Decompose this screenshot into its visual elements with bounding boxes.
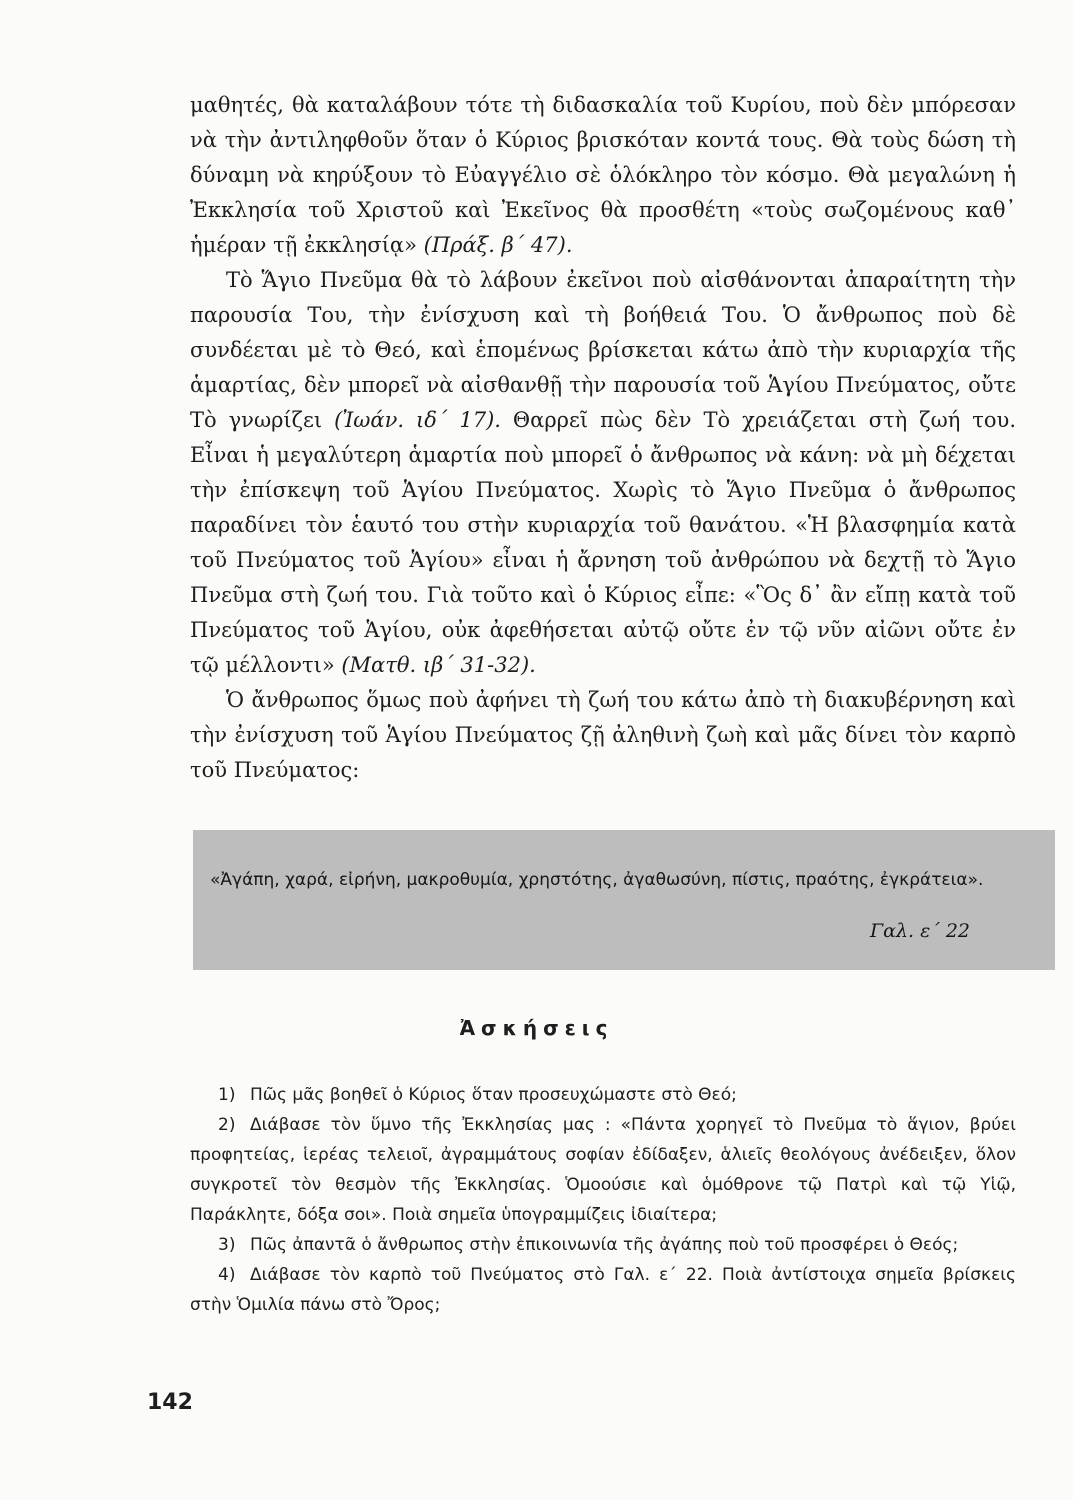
exercise-text: Διάβασε τὸν ὕμνο τῆς Ἐκκλησίας μας : «Πάντα χορηγεῖ τὸ Πνεῦμα τὸ ἅγιον, βρύει προφητείας, ἱερέας τελειοῖ, ἀγραμμάτους σοφίαν ἐδίδαξεν, ἁλιεῖς θεολόγους ἀνέδειξεν, ὅλον συγκροτεῖ τὸν θεσμὸν τῆς Ἐκκλησίας. Ὁμοούσιε καὶ ὁμόθρονε τῷ Πατρὶ καὶ τῷ Υἱῷ, Παράκλητε, δόξα σοι». Ποιὰ σημεῖα ὑπογραμμίζεις ἰδιαίτερα; <box>190 1115 1016 1225</box>
paragraph-2-reference-2: (Ματθ. ιβ΄ 31-32). <box>334 653 536 677</box>
exercises-title: Ἀσκήσεις <box>459 1016 614 1040</box>
exercise-item <box>190 1080 1016 1110</box>
page-number: 142 <box>147 1390 193 1415</box>
paragraph-1-text: μαθητές, θὰ καταλάβουν τότε τὴ διδασκαλία τοῦ Κυρίου, ποὺ δὲν μπόρεσαν νὰ τὴν ἀντιληφθοῦν ὅταν ὁ Κύριος βρισκόταν κοντά τους. Θὰ τοὺς δώση τὴ δύναμη νὰ κηρύξουν τὸ Εὐαγγέλιο σὲ ὁλόκληρο τὸν κόσμο. Θὰ μεγαλώνη ἡ Ἐκκλησία τοῦ Χριστοῦ καὶ Ἐκεῖνος θὰ προσθέτη «τοὺς σωζομένους καθ᾿ ἡμέραν τῇ ἐκκλησίᾳ» <box>190 93 1016 257</box>
exercises-list <box>190 1080 1016 1320</box>
paragraph-2-text: Τὸ Ἅγιο Πνεῦμα θὰ τὸ λάβουν ἐκεῖνοι ποὺ αἰσθάνονται ἀπαραίτητη τὴν παρουσία Του, τὴν ἐνίσχυση καὶ τὴ βοήθειά Του. Ὁ ἄνθρωπος ποὺ δὲ συνδέεται μὲ τὸ Θεό, καὶ ἑπομένως βρίσκεται κάτω ἀπὸ τὴν κυριαρχία τῆς ἁμαρτίας, δὲν μπορεῖ νὰ αἰσθανθῇ τὴν παρουσία τοῦ Ἁγίου Πνεύματος, οὔτε Τὸ γνωρίζει <box>190 268 1016 432</box>
exercise-item <box>190 1260 1016 1320</box>
paragraph-1-reference: (Πράξ. β΄ 47). <box>416 233 573 257</box>
quote-background <box>193 830 1055 970</box>
paragraph-3-text: Ὁ ἄνθρωπος ὅμως ποὺ ἀφήνει τὴ ζωή του κάτω ἀπὸ τὴ διακυβέρνηση καὶ τὴν ἐνίσχυση τοῦ Ἁγίου Πνεύματος ζῇ ἀληθινὴ ζωὴ καὶ μᾶς δίνει τὸν καρπὸ τοῦ Πνεύματος: <box>190 688 1016 782</box>
paragraph-3 <box>190 683 1016 788</box>
paragraph-2-reference: (Ἰωάν. ιδ΄ 17). <box>322 408 501 432</box>
exercise-item <box>190 1110 1016 1230</box>
exercise-text: Πῶς ἀπαντᾶ ὁ ἄνθρωπος στὴν ἐπικοινωνία τῆς ἀγάπης ποὺ τοῦ προσφέρει ὁ Θεός; <box>250 1235 959 1255</box>
quote-text: «Ἀγάπη, χαρά, εἰρήνη, μακροθυμία, χρηστότης, ἀγαθωσύνη, πίστις, πραότης, ἐγκράτεια». <box>210 870 984 890</box>
main-text <box>190 88 1016 788</box>
exercise-item <box>190 1230 1016 1260</box>
exercise-text: Πῶς μᾶς βοηθεῖ ὁ Κύριος ὅταν προσευχώμαστε στὸ Θεό; <box>250 1085 737 1105</box>
exercise-number: 1) <box>218 1085 236 1105</box>
paragraph-2 <box>190 263 1016 683</box>
quote-reference: Γαλ. ε΄ 22 <box>869 920 970 942</box>
exercise-number: 3) <box>218 1235 236 1255</box>
paragraph-1 <box>190 88 1016 263</box>
exercise-number: 4) <box>218 1265 236 1285</box>
paragraph-2-text-continued: Θαρρεῖ πὼς δὲν Τὸ χρειάζεται στὴ ζωή του. Εἶναι ἡ μεγαλύτερη ἁμαρτία ποὺ μπορεῖ ὁ ἄνθρωπος νὰ κάνη: νὰ μὴ δέχεται τὴν ἐπίσκεψη τοῦ Ἁγίου Πνεύματος. Χωρὶς τὸ Ἅγιο Πνεῦμα ὁ ἄνθρωπος παραδίνει τὸν ἑαυτό του στὴν κυριαρχία τοῦ θανάτου. «Ἡ βλασφημία κατὰ τοῦ Πνεύματος τοῦ Ἁγίου» εἶναι ἡ ἄρνηση τοῦ ἀνθρώπου νὰ δεχτῇ τὸ Ἅγιο Πνεῦμα στὴ ζωή του. Γιὰ τοῦτο καὶ ὁ Κύριος εἶπε: «Ὃς δ᾿ ἂν εἴπῃ κατὰ τοῦ Πνεύματος τοῦ Ἁγίου, οὐκ ἀφεθήσεται αὐτῷ οὔτε ἐν τῷ νῦν αἰῶνι οὔτε ἐν τῷ μέλλοντι» <box>190 408 1017 677</box>
exercise-text: Διάβασε τὸν καρπὸ τοῦ Πνεύματος στὸ Γαλ. ε΄ 22. Ποιὰ ἀντίστοιχα σημεῖα βρίσκεις στὴν Ὁμιλία πάνω στὸ Ὄρος; <box>190 1265 1016 1315</box>
exercise-number: 2) <box>218 1115 236 1135</box>
